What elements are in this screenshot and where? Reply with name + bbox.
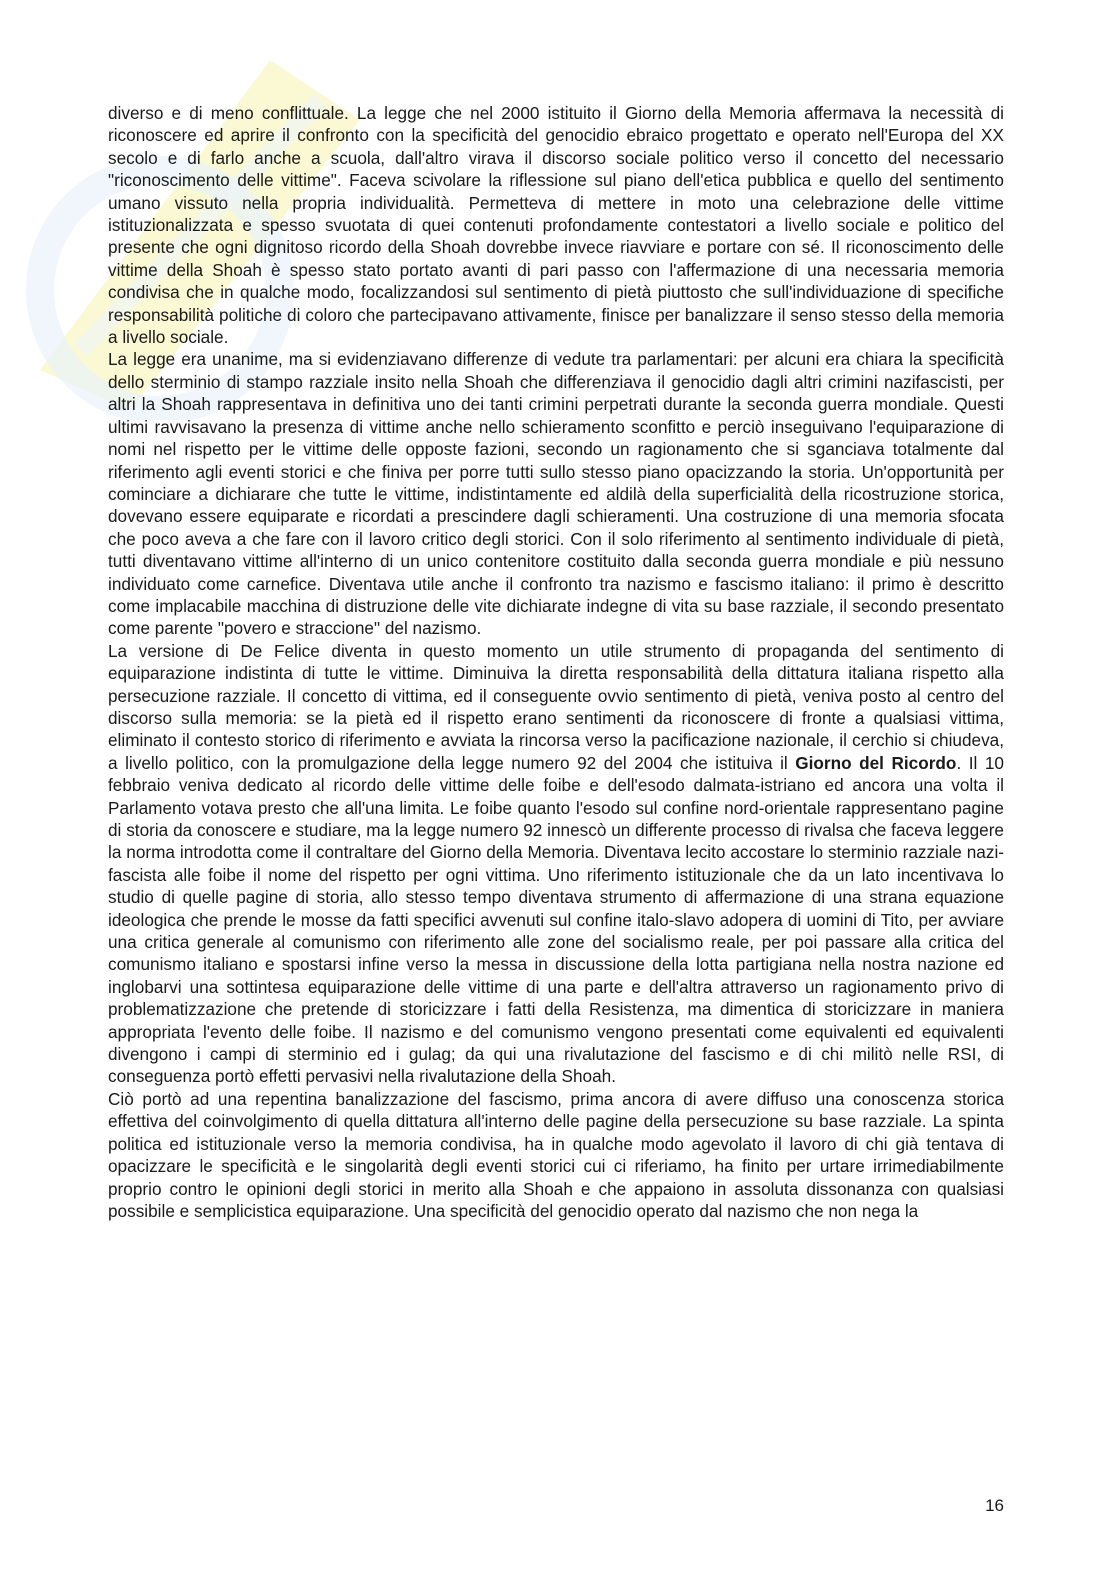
text-segment: La versione di De Felice diventa in questo momento un utile strumento di propaganda del sentimento di equiparazione indistinta di tutte le vittime. Diminuiva la diretta responsabilità della dittatura italiana rispetto alla persecuzione razziale. Il concetto di vittima, ed il conseguente ovvio sentimento di pietà, veniva posto al centro del discorso sulla memoria: se la pietà ed il rispetto erano sentimenti da riconoscere di fronte a qualsiasi vittima, eliminato il contesto storico di riferimento e avviata la rincorsa verso la pacificazione nazionale, il cerchio si chiudeva, a livello politico, con la promulgazione della legge numero 92 del 2004 che istituiva il <box>108 640 1004 773</box>
paragraph <box>108 640 1004 1088</box>
bold-term: Giorno del Ricordo <box>795 752 957 773</box>
body-text <box>108 102 1004 1222</box>
text-segment: diverso e di meno conflittuale. La legge che nel 2000 istituito il Giorno della Memoria affermava la necessità di riconoscere ed aprire il confronto con la specificità del genocidio ebraico progettato e operato nell'Europa del XX secolo e di farlo anche a scuola, dall'altro virava il discorso sociale politico verso il concetto del necessario "riconoscimento delle vittime". Faceva scivolare la riflessione sul piano dell'etica pubblica e quello del sentimento umano vissuto nella propria individualità. Permetteva di mettere in moto una celebrazione delle vittime istituzionalizzata e spesso svuotata di quei contenuti profondamente contestatori a livello sociale e politico del presente che ogni dignitoso ricordo della Shoah dovrebbe invece riavviare e portare con sé. Il riconoscimento delle vittime della Shoah è spesso stato portato avanti di pari passo con l'affermazione di una necessaria memoria condivisa che in qualche modo, focalizzandosi sul sentimento di pietà piuttosto che sull'individuazione di specifiche responsabilità politiche di coloro che partecipavano attivamente, finisce per banalizzare il senso stesso della memoria a livello sociale. <box>108 103 1004 348</box>
paragraph <box>108 102 1004 348</box>
text-segment: Ciò portò ad una repentina banalizzazione del fascismo, prima ancora di avere diffuso una conoscenza storica effettiva del coinvolgimento di quella dittatura all'interno delle pagine della persecuzione su base razziale. La spinta politica ed istituzionale verso la memoria condivisa, ha in qualche modo agevolato il lavoro di chi già tentava di opacizzare le specificità e le singolarità degli eventi storici cui ci riferiamo, ha finito per urtare irrimediabilmente proprio contro le opinioni degli storici in merito alla Shoah e che appaiono in assoluta dissonanza con qualsiasi possibile e semplicistica equiparazione. Una specificità del genocidio operato dal nazismo che non nega la <box>108 1088 1004 1221</box>
paragraph <box>108 348 1004 639</box>
text-segment: La legge era unanime, ma si evidenziavano differenze di vedute tra parlamentari: per alcuni era chiara la specificità dello sterminio di stampo razziale insito nella Shoah che differenziava il genocidio dagli altri crimini nazifascisti, per altri la Shoah rappresentava in definitiva uno dei tanti crimini perpetrati durante la seconda guerra mondiale. Questi ultimi ravvisavano la presenza di vittime anche nello schieramento sconfitto e perciò inseguivano l'equiparazione di nomi nel rispetto per le vittime delle opposte fazioni, secondo un ragionamento che si sganciava totalmente dal riferimento agli eventi storici e che finiva per porre tutti sullo stesso piano opacizzando la storia. Un'opportunità per cominciare a dichiarare che tutte le vittime, indistintamente ed aldilà della superficialità della ricostruzione storica, dovevano essere equiparate e ricordati a prescindere dagli schieramenti. Una costruzione di una memoria sfocata che poco aveva a che fare con il lavoro critico degli storici. Con il solo riferimento al sentimento individuale di pietà, tutti diventavano vittime all'interno di un unico contenitore costituito dalla seconda guerra mondiale e più nessuno individuato come carnefice. Diventava utile anche il confronto tra nazismo e fascismo italiano: il primo è descritto come implacabile macchina di distruzione delle vite dichiarate indegne di vita su base razziale, il secondo presentato come parente "povero e straccione" del nazismo. <box>108 349 1004 639</box>
page-number: 16 <box>985 1496 1004 1515</box>
paragraph <box>108 1088 1004 1222</box>
text-segment: . Il 10 febbraio veniva dedicato al ricordo delle vittime delle foibe e dell'esodo dalmata-istriano ed ancora una volta il Parlamento votava presto che all'una limita. Le foibe quanto l'esodo sul confine nord-orientale rappresentano pagine di storia da conoscere e studiare, ma la legge numero 92 innescò un differente processo di rivalsa che faceva leggere la norma introdotta come il contraltare del Giorno della Memoria. Diventava lecito accostare lo sterminio razziale nazi-fascista alle foibe il nome del rispetto per ogni vittima. Uno riferimento istituzionale che da un lato incentivava lo studio di quelle pagine di storia, allo stesso tempo diventava strumento di affermazione di una strana equazione ideologica che prende le mosse da fatti specifici avvenuti sul confine italo-slavo adopera di uomini di Tito, per avviare una critica generale al comunismo con riferimento alle zone del socialismo reale, per poi passare alla critica del comunismo italiano e spostarsi infine verso la messa in discussione della lotta partigiana nella nostra nazione ed inglobarvi una sottintesa equiparazione delle vittime di una parte e dell'altra attraverso un ragionamento privo di problematizzazione che pretende di storicizzare i fatti della Resistenza, ma dimentica di storicizzare in maniera appropriata l'evento delle foibe. Il nazismo e del comunismo vengono presentati come equivalenti ed equivalenti divengono i campi di sterminio ed i gulag; da qui una rivalutazione del fascismo e di chi militò nelle RSI, di conseguenza portò effetti pervasivi nella rivalutazione della Shoah. <box>108 752 1004 1087</box>
